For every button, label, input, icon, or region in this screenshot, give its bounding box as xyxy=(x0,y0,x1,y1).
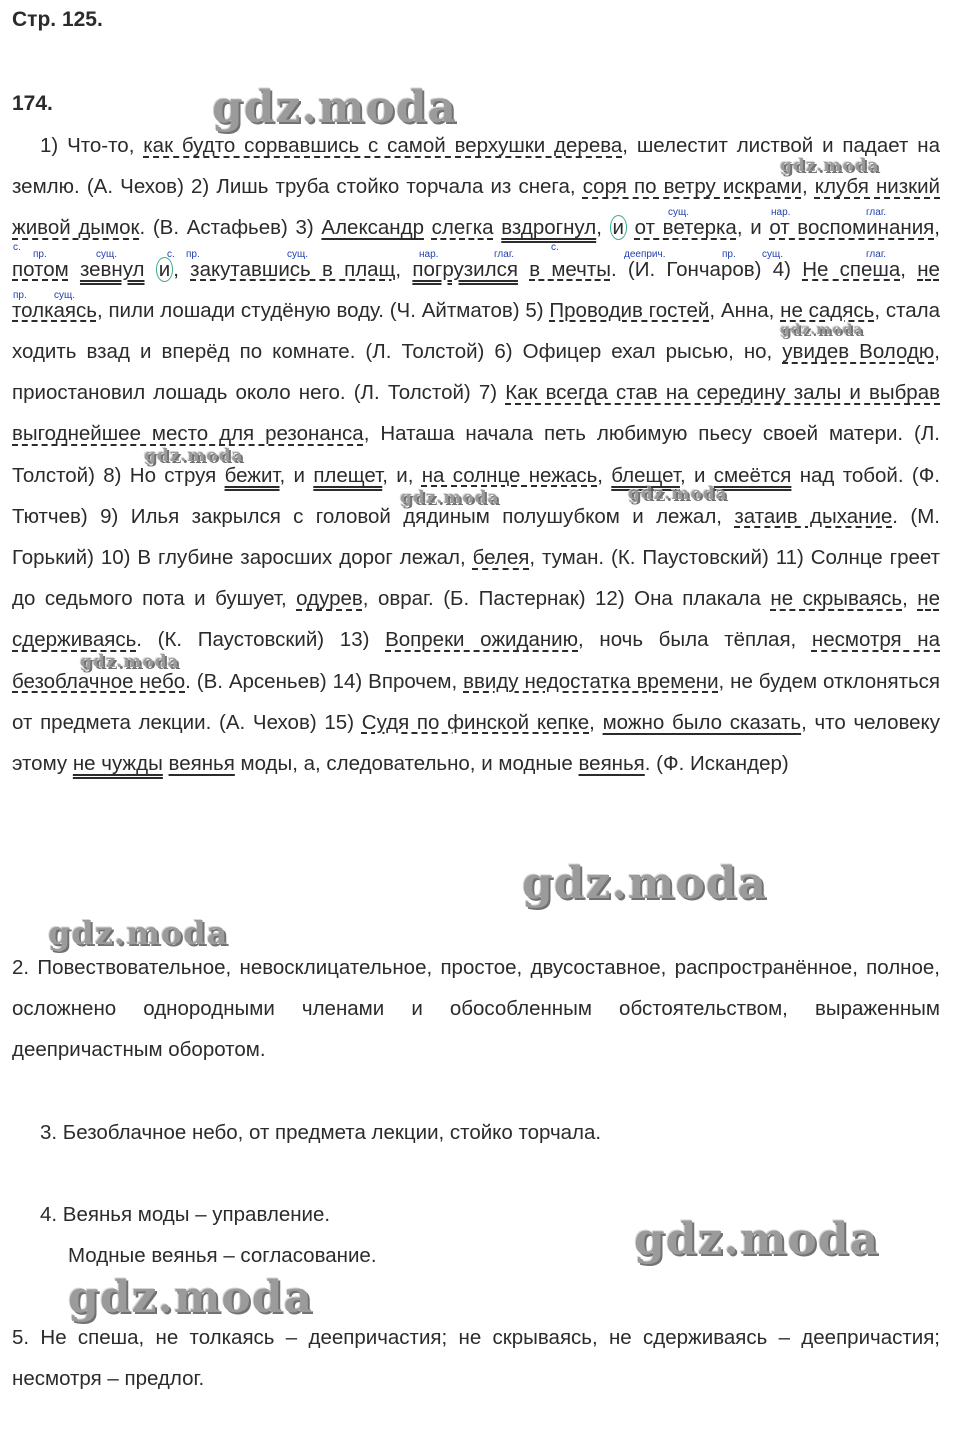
text-segment: , xyxy=(900,257,918,281)
adverb-word: слегка xyxy=(431,216,494,240)
text-segment: , туман. (К. Паустовский) 11) Солнце греет до седьмого пота и бушует, xyxy=(12,546,941,611)
text-segment: , xyxy=(395,257,413,281)
text-segment: , и xyxy=(679,463,714,487)
task-number: 174. xyxy=(12,92,53,115)
text-segment: , не будем отклоняться от предмета лекции. (А. Чехов) 15) xyxy=(12,669,941,734)
text-segment: , и, xyxy=(382,463,422,487)
predicate-word: плещет xyxy=(313,463,383,487)
adverbial-phrase: клубя низкий живой дымок xyxy=(12,175,940,240)
adverbial-phrase: закутавшись в плащ xyxy=(190,257,396,281)
adverb-word: потом xyxy=(12,257,69,281)
predicate-word: погрузился xyxy=(412,257,518,281)
answer-item-3: 3. Безоблачное небо, от предмета лекции, стойко торчала. xyxy=(40,1121,602,1144)
text-segment: , xyxy=(934,216,940,240)
adverbial-phrase: ввиду недостатка времени xyxy=(463,669,719,693)
annotation-verb: глаг. xyxy=(866,249,887,260)
adverbial-phrase: несмотря на безоблачное небо xyxy=(12,628,940,693)
text-segment: , xyxy=(596,216,610,240)
answer-item-2: 2. Повествовательное, невосклицательное, простое, двусоставное, распространённое, полное, осложнено однородными членами и обособленным обстоятельством, выраженным деепричастным оборотом. xyxy=(12,956,940,1062)
watermark: gdz.moda xyxy=(780,156,880,176)
adverbial-phrase: белея xyxy=(472,546,530,570)
annotation-preposition: пр. xyxy=(722,249,736,260)
annotation-conjunction: с. xyxy=(551,242,559,253)
annotation-verb: глаг. xyxy=(866,207,887,218)
adverbial-phrase: увидев Володю xyxy=(782,340,935,364)
watermark: gdz.moda xyxy=(780,322,864,338)
watermark: gdz.moda xyxy=(144,446,244,466)
annotation-noun: сущ. xyxy=(668,207,690,218)
text-segment: , и xyxy=(279,463,314,487)
text-segment: , xyxy=(589,710,603,734)
subject-word: веянья xyxy=(578,752,645,776)
predicate-word: не чужды xyxy=(72,752,163,776)
answer-item-4-continued: Модные веянья – согласование. xyxy=(68,1244,377,1267)
annotation-noun: сущ. xyxy=(287,249,309,260)
text-segment xyxy=(69,258,80,281)
conjunction-circled: и xyxy=(156,257,173,282)
predicate-word: вздрогнул xyxy=(501,216,597,240)
adverbial-phrase: Вопреки ожиданию xyxy=(385,628,579,652)
subject-word: Александр xyxy=(321,216,424,240)
annotation-noun: сущ. xyxy=(54,290,76,301)
text-segment: , xyxy=(902,587,918,611)
adverbial-phrase: не сдерживаясь xyxy=(12,587,940,652)
text-segment: , Наташа начала петь любимую пьесу своей матери. (Л. Толстой) 8) Но струя xyxy=(12,422,940,487)
predicate-word: блещет xyxy=(611,463,680,487)
text-segment: . (В. Арсеньев) 14) Впрочем, xyxy=(185,669,464,693)
answer-item-4: 4. Веянья моды – управление. xyxy=(40,1203,331,1226)
annotation-noun: сущ. xyxy=(96,249,118,260)
text-segment: , Анна, xyxy=(709,298,781,322)
adverbial-phrase: от ветерка xyxy=(634,216,737,240)
text-segment: , что человеку этому xyxy=(12,710,940,776)
text-segment: 1) Что-то, xyxy=(40,134,144,157)
adverbial-phrase: не скрываясь xyxy=(770,587,903,611)
text-segment: . (В. Астафьев) 3) xyxy=(139,216,322,240)
watermark: gdz.moda xyxy=(634,1214,880,1265)
text-segment: моды, а, следовательно, и модные xyxy=(234,752,579,776)
adverbial-phrase: не толкаясь xyxy=(12,257,940,322)
conjunction-circled: и xyxy=(610,215,627,240)
adverbial-phrase: одурев xyxy=(296,587,363,611)
adverbial-phrase: Проводив гостей xyxy=(549,298,710,322)
text-segment xyxy=(145,258,156,281)
text-segment: . (Ф. Искандер) xyxy=(644,752,789,776)
watermark: gdz.moda xyxy=(48,914,229,952)
adverbial-phrase: от воспоминания xyxy=(769,216,935,240)
text-segment: , xyxy=(801,175,815,199)
predicate-word: зевнул xyxy=(79,257,145,281)
page-reference: Стр. 125. xyxy=(12,8,103,31)
annotation-participle: дееприч. xyxy=(624,249,666,260)
text-segment: над тобой. (Ф. Тютчев) 9) Илья закрылся с головой дядиным полушубком и лежал, xyxy=(12,463,940,528)
subject-word: веянья xyxy=(168,752,235,776)
adverbial-phrase: не садясь xyxy=(780,298,875,322)
answer-item-5: 5. Не спеша, не толкаясь – деепричастия; не скрываясь, не сдерживаясь – деепричастия; несмотря – предлог. xyxy=(12,1326,940,1391)
text-segment xyxy=(424,216,432,239)
adverbial-phrase: в мечты xyxy=(529,257,611,281)
text-segment: , овраг. (Б. Пастернак) 12) Она плакала xyxy=(362,587,771,611)
watermark: gdz.moda xyxy=(80,652,180,672)
text-segment: , xyxy=(173,257,191,281)
text-segment: , и xyxy=(736,216,770,240)
watermark: gdz.moda xyxy=(212,82,458,133)
adverbial-phrase: на солнце нежась xyxy=(421,463,598,487)
watermark: gdz.moda xyxy=(68,1272,314,1323)
watermark: gdz.moda xyxy=(628,484,728,504)
annotation-preposition: пр. xyxy=(13,290,27,301)
adverbial-phrase: затаив дыхание xyxy=(734,504,893,528)
annotation-noun: сущ. xyxy=(762,249,784,260)
text-segment: . (К. Паустовский) 13) xyxy=(136,628,386,652)
adverbial-phrase: Не спеша xyxy=(802,257,901,281)
annotation-conjunction: с. xyxy=(167,249,175,260)
predicate-word: смеётся xyxy=(713,463,792,487)
text-segment: , пили лошади студёную воду. (Ч. Айтматов) 5) xyxy=(96,298,550,322)
text-segment: . (И. Гончаров) 4) xyxy=(610,257,803,281)
annotation-preposition: пр. xyxy=(33,249,47,260)
predicate-word: бежит xyxy=(224,463,280,487)
introductory-phrase: можно было сказать xyxy=(602,710,802,734)
text-segment: , шелестит листвой и падает на землю. (А. Чехов) 2) Лишь труба стойко торчала из снега, xyxy=(12,134,940,199)
annotation-verb: глаг. xyxy=(494,249,515,260)
watermark: gdz.moda xyxy=(400,488,500,508)
adverbial-phrase: соря по ветру искрами xyxy=(582,175,802,199)
watermark: gdz.moda xyxy=(522,858,768,909)
text-segment: . (М. Горький) 10) В глубине заросших дорог лежал, xyxy=(12,504,940,570)
adverbial-phrase: Судя по финской кепке xyxy=(361,710,590,734)
text-segment: , xyxy=(597,463,612,487)
text-segment: , ночь была тёплая, xyxy=(578,628,812,652)
annotation-preposition: пр. xyxy=(186,249,200,260)
adverbial-phrase: как будто сорвавшись с самой верхушки дерева xyxy=(143,134,623,157)
annotation-conjunction: с. xyxy=(13,242,21,253)
text-segment: , приостановил лошадь около него. (Л. Толстой) 7) xyxy=(12,340,940,405)
annotation-adverb: нар. xyxy=(419,249,439,260)
text-segment xyxy=(518,258,529,281)
adverbial-phrase: Как всегда став на середину залы и выбрав выгоднейшее место для резонанса xyxy=(12,381,940,446)
text-segment: , стала ходить взад и вперёд по комнате. (Л. Толстой) 6) Офицер ехал рысью, но, xyxy=(12,298,940,364)
text-segment xyxy=(627,216,635,239)
annotation-adverb: нар. xyxy=(771,207,791,218)
